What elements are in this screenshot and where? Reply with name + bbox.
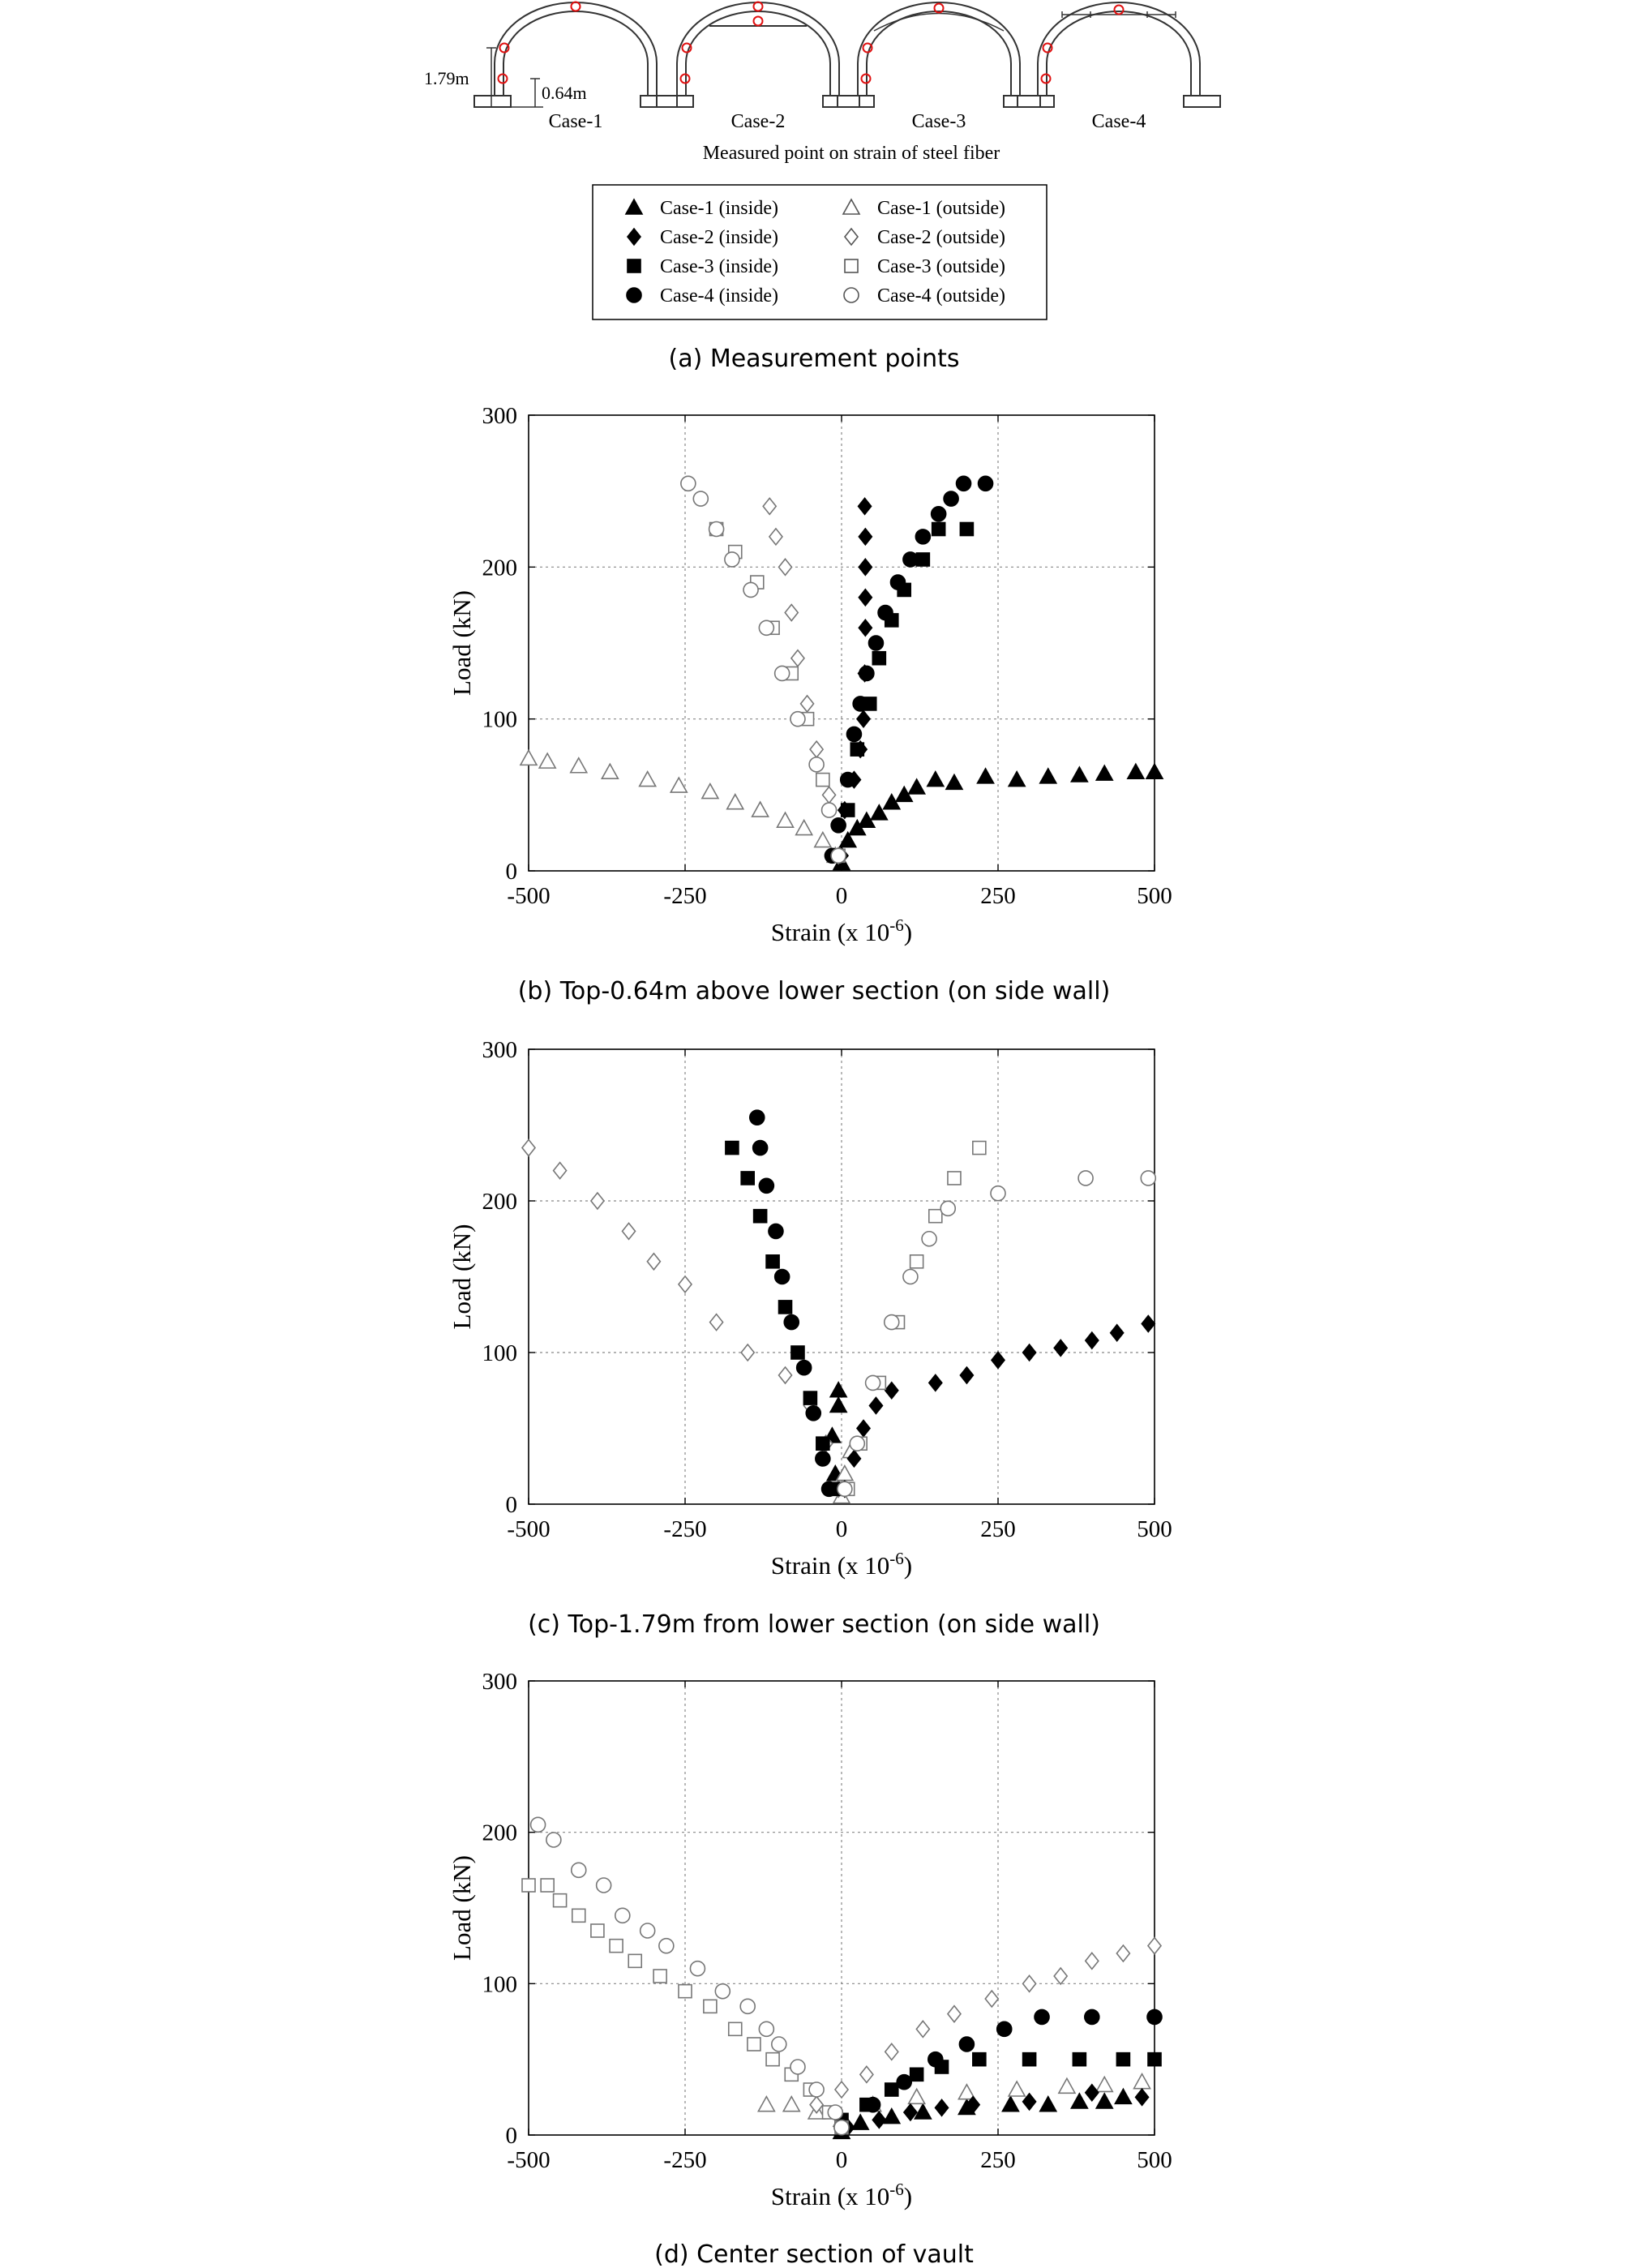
data-point — [1023, 1344, 1036, 1361]
data-point — [936, 2099, 949, 2116]
measure-point-icon — [754, 2, 763, 11]
data-point — [815, 833, 831, 847]
data-point — [790, 2060, 805, 2074]
measure-point-icon — [572, 2, 581, 11]
data-point — [602, 764, 618, 778]
data-point — [554, 1163, 567, 1179]
data-point — [784, 1315, 799, 1330]
data-point — [973, 1142, 986, 1155]
data-point — [850, 1436, 864, 1451]
data-point — [597, 1878, 611, 1893]
data-point — [1141, 1171, 1155, 1185]
data-point — [816, 774, 829, 787]
chart-d — [448, 1669, 1172, 2210]
data-point — [766, 2053, 779, 2066]
data-point — [748, 2038, 760, 2051]
data-point — [709, 522, 724, 537]
data-point — [878, 606, 893, 620]
data-point — [944, 491, 958, 506]
data-point — [653, 1970, 666, 1983]
chart-b — [448, 403, 1172, 946]
data-point — [929, 1210, 942, 1223]
data-point — [623, 1223, 636, 1239]
y-tick-label: 200 — [482, 555, 517, 581]
data-point — [640, 772, 656, 787]
data-point — [806, 1406, 820, 1421]
legend-marker-square-open — [845, 259, 858, 272]
y-tick-label: 300 — [482, 403, 517, 429]
data-point — [763, 498, 776, 514]
y-axis-label: Load (kN) — [448, 1855, 476, 1961]
data-point — [823, 787, 836, 803]
data-point — [539, 753, 555, 768]
data-point — [754, 1210, 767, 1223]
data-point — [831, 848, 846, 863]
data-point — [997, 2021, 1012, 2036]
tunnel-section-case-3 — [838, 2, 1040, 107]
data-point — [783, 2097, 799, 2112]
x-tick-label: 500 — [1137, 883, 1172, 909]
series-case-1-inside- — [824, 1383, 846, 1481]
data-point — [1073, 2053, 1086, 2066]
data-point — [985, 1991, 998, 2007]
data-point — [726, 1142, 739, 1155]
data-point — [1146, 764, 1163, 778]
series-case-3-inside- — [726, 1142, 842, 1496]
data-point — [910, 1255, 923, 1268]
data-point — [797, 1361, 812, 1375]
data-point — [715, 1984, 730, 1999]
data-point — [752, 802, 769, 817]
x-tick-label: -250 — [663, 2147, 707, 2173]
data-point — [741, 1172, 754, 1185]
data-point — [702, 784, 718, 799]
y-tick-label: 200 — [482, 1189, 517, 1215]
data-point — [1134, 2074, 1150, 2089]
caption-c: (c) Top-1.79m from lower section (on side wall) — [528, 1610, 1100, 1639]
data-point — [531, 1817, 546, 1832]
data-point — [1147, 2009, 1162, 2024]
data-point — [801, 696, 814, 712]
data-point — [681, 476, 696, 491]
legend-label: Case-3 (inside) — [660, 256, 778, 277]
data-point — [572, 1863, 586, 1877]
data-point — [704, 2000, 717, 2013]
data-point — [885, 2083, 898, 2096]
series-case-4-outside- — [531, 1817, 849, 2134]
data-point — [948, 2006, 961, 2022]
data-point — [859, 559, 872, 575]
data-point — [978, 769, 994, 783]
data-point — [1148, 1938, 1161, 1954]
data-point — [973, 2053, 986, 2066]
data-point — [922, 1232, 936, 1246]
data-point — [916, 553, 929, 566]
data-point — [909, 2089, 925, 2103]
series-case-3-inside- — [829, 523, 973, 863]
data-point — [960, 523, 973, 536]
data-point — [741, 1344, 754, 1361]
data-point — [571, 758, 587, 773]
x-axis-label: Strain (x $10^{-6}$) — [770, 1549, 913, 1580]
data-point — [1040, 769, 1056, 783]
data-point — [910, 2068, 923, 2081]
data-point — [759, 2021, 773, 2036]
data-point — [1142, 1315, 1155, 1331]
data-point — [835, 2082, 848, 2098]
data-point — [928, 2052, 943, 2067]
dim-label-low: 0.64m — [542, 83, 587, 103]
data-point — [1128, 764, 1144, 778]
data-point — [897, 2075, 911, 2090]
case-label-1: Case-1 — [548, 111, 603, 132]
tunnel-section-case-2 — [657, 2, 859, 108]
y-tick-label: 0 — [505, 859, 517, 885]
legend-label: Case-1 (outside) — [877, 198, 1005, 219]
y-tick-label: 100 — [482, 706, 517, 733]
data-point — [772, 2037, 786, 2051]
dim-label-full: 1.79m — [424, 68, 469, 88]
data-point — [838, 1481, 852, 1496]
data-point — [1054, 1340, 1067, 1356]
data-point — [850, 743, 863, 756]
y-tick-label: 0 — [505, 2123, 517, 2149]
data-point — [766, 1255, 779, 1268]
caption-d: (d) Center section of vault — [654, 2240, 974, 2268]
data-point — [872, 2112, 885, 2128]
chart-c — [448, 1037, 1172, 1580]
data-point — [932, 507, 946, 521]
data-point — [679, 1985, 692, 1998]
data-point — [915, 2104, 931, 2119]
data-point — [857, 711, 870, 727]
dimension-lines — [483, 48, 543, 107]
x-tick-label: -500 — [507, 1516, 551, 1542]
data-point — [946, 774, 962, 789]
data-point — [872, 652, 885, 665]
data-point — [572, 1909, 585, 1922]
data-point — [1002, 2097, 1018, 2112]
data-point — [546, 1833, 561, 1847]
data-point — [769, 1224, 783, 1238]
data-point — [591, 1924, 604, 1937]
x-tick-label: 500 — [1137, 2147, 1172, 2173]
x-tick-label: -250 — [663, 1516, 707, 1542]
data-point — [885, 2043, 898, 2060]
data-point — [769, 529, 782, 545]
data-point — [1071, 767, 1087, 782]
data-point — [759, 620, 773, 635]
data-point — [610, 1940, 623, 1953]
data-point — [775, 666, 790, 680]
data-point — [859, 620, 872, 636]
data-point — [916, 2021, 929, 2037]
data-point — [750, 1110, 765, 1125]
x-tick-label: 250 — [980, 1516, 1016, 1542]
data-point — [521, 750, 537, 765]
case-label-3: Case-3 — [911, 111, 966, 132]
x-tick-label: 0 — [835, 2147, 848, 2173]
x-tick-label: -500 — [507, 2147, 551, 2173]
data-point — [690, 1961, 705, 1976]
data-point — [859, 590, 872, 606]
data-point — [1136, 2089, 1149, 2105]
legend-label: Case-4 (outside) — [877, 285, 1005, 307]
data-point — [1086, 1953, 1099, 1969]
data-point — [710, 1314, 723, 1331]
data-point — [640, 1923, 655, 1938]
data-point — [834, 2120, 849, 2135]
data-point — [628, 1954, 641, 1967]
legend-marker-circle-open — [844, 288, 859, 302]
data-point — [810, 2097, 823, 2113]
data-point — [659, 1939, 674, 1953]
data-point — [859, 666, 874, 680]
data-point — [866, 1375, 880, 1390]
y-axis-label: Load (kN) — [448, 1224, 476, 1330]
data-point — [778, 812, 794, 827]
data-point — [822, 803, 837, 817]
measure-point-icon — [1115, 6, 1124, 15]
data-point — [693, 491, 708, 506]
y-tick-label: 200 — [482, 1820, 517, 1846]
x-tick-label: 500 — [1137, 1516, 1172, 1542]
legend-marker-circle-filled — [627, 288, 641, 302]
y-tick-label: 300 — [482, 1669, 517, 1695]
data-point — [743, 582, 758, 597]
data-point — [928, 772, 944, 787]
data-point — [1009, 772, 1025, 787]
data-point — [725, 552, 739, 567]
data-point — [890, 575, 905, 590]
data-point — [846, 727, 861, 741]
data-point — [828, 2105, 842, 2120]
data-point — [869, 1397, 882, 1413]
data-point — [959, 2037, 974, 2051]
y-tick-label: 100 — [482, 1971, 517, 1998]
case-label-2: Case-2 — [730, 111, 786, 132]
series-case-4-outside- — [838, 1171, 1155, 1496]
data-point — [779, 1301, 792, 1314]
data-point — [903, 552, 918, 567]
legend-marker-square-filled — [628, 259, 640, 272]
data-point — [885, 1383, 898, 1399]
data-point — [1040, 2097, 1056, 2112]
data-point — [1115, 2089, 1131, 2103]
data-point — [809, 757, 824, 772]
data-point — [948, 1172, 961, 1185]
data-point — [775, 1270, 790, 1284]
data-point — [791, 650, 804, 667]
diagram-caption: Measured point on strain of steel fiber — [702, 143, 1000, 164]
x-tick-label: 0 — [835, 883, 848, 909]
data-point — [729, 2022, 742, 2035]
series-case-2-inside- — [838, 1315, 1155, 1497]
y-tick-label: 0 — [505, 1492, 517, 1518]
data-point — [842, 804, 855, 817]
data-point — [1116, 1945, 1129, 1961]
data-point — [1059, 2078, 1075, 2093]
data-point — [753, 1141, 768, 1155]
data-point — [790, 712, 805, 727]
data-point — [779, 559, 792, 575]
data-point — [915, 529, 930, 544]
data-point — [1054, 1968, 1067, 1984]
data-point — [541, 1879, 554, 1892]
data-point — [1096, 2094, 1112, 2108]
data-point — [909, 779, 925, 794]
data-point — [1071, 2094, 1087, 2108]
data-point — [859, 498, 872, 514]
data-point — [1086, 1332, 1099, 1348]
data-point — [1023, 1975, 1036, 1991]
data-point — [957, 476, 971, 491]
legend-label: Case-3 (outside) — [877, 256, 1005, 277]
data-point — [816, 1437, 829, 1450]
data-point — [1111, 1325, 1124, 1341]
data-point — [779, 1367, 792, 1383]
measure-point-icon — [754, 17, 763, 26]
caption-b: (b) Top-0.64m above lower section (on side wall) — [517, 977, 1111, 1005]
data-point — [1148, 2053, 1161, 2066]
case-label-4: Case-4 — [1091, 111, 1146, 132]
x-axis-label: Strain (x $10^{-6}$) — [770, 915, 913, 946]
data-point — [647, 1254, 660, 1270]
legend-label: Case-2 (outside) — [877, 227, 1005, 248]
data-point — [992, 1352, 1005, 1368]
data-point — [816, 1451, 830, 1466]
data-point — [615, 1908, 630, 1923]
data-point — [1096, 2077, 1112, 2091]
series-case-4-outside- — [681, 476, 846, 863]
data-point — [929, 1374, 942, 1391]
data-point — [796, 821, 812, 835]
data-point — [960, 1367, 973, 1383]
legend-label: Case-4 (inside) — [660, 285, 778, 307]
data-point — [831, 818, 846, 833]
data-point — [785, 605, 798, 621]
x-axis-label: Strain (x $10^{-6}$) — [770, 2180, 913, 2210]
data-point — [868, 636, 883, 650]
x-tick-label: 250 — [980, 883, 1016, 909]
data-point — [859, 529, 872, 545]
y-tick-label: 300 — [482, 1037, 517, 1063]
data-point — [1078, 1171, 1093, 1185]
data-point — [841, 773, 855, 787]
x-tick-label: 250 — [980, 2147, 1016, 2173]
data-point — [522, 1140, 535, 1156]
data-point — [830, 1383, 846, 1397]
data-point — [591, 1193, 604, 1209]
data-point — [758, 2097, 774, 2112]
data-point — [1086, 2085, 1099, 2101]
data-point — [853, 697, 868, 711]
data-point — [809, 2082, 824, 2097]
x-tick-label: -500 — [507, 883, 551, 909]
data-point — [885, 1315, 899, 1330]
data-point — [679, 1276, 692, 1293]
data-point — [903, 1270, 918, 1284]
data-point — [740, 1999, 755, 2013]
x-tick-label: 0 — [835, 1516, 848, 1542]
data-point — [803, 1391, 816, 1404]
data-point — [830, 1397, 846, 1412]
data-point — [1023, 2053, 1036, 2066]
data-point — [554, 1894, 567, 1907]
series-case-1-outside- — [521, 750, 843, 862]
data-point — [727, 795, 743, 809]
series-case-4-inside- — [834, 2009, 1162, 2134]
data-point — [810, 741, 823, 757]
data-point — [860, 2066, 873, 2082]
data-point — [857, 1421, 870, 1437]
data-point — [1116, 2053, 1129, 2066]
data-point — [670, 778, 687, 792]
data-point — [1035, 2009, 1049, 2024]
legend — [593, 185, 1047, 319]
data-point — [991, 1186, 1005, 1201]
legend-label: Case-2 (inside) — [660, 227, 778, 248]
data-point — [522, 1879, 535, 1892]
legend-label: Case-1 (inside) — [660, 198, 778, 219]
data-point — [1096, 765, 1112, 780]
data-point — [940, 1201, 955, 1215]
x-tick-label: -250 — [663, 883, 707, 909]
y-tick-label: 100 — [482, 1340, 517, 1366]
data-point — [884, 2109, 900, 2124]
y-axis-label: Load (kN) — [448, 590, 476, 696]
data-point — [791, 1346, 804, 1359]
tunnel-section-case-4 — [1017, 2, 1220, 107]
caption-a: (a) Measurement points — [668, 345, 960, 373]
data-point — [1009, 2082, 1025, 2096]
data-point — [866, 2098, 880, 2112]
data-point — [1085, 2009, 1099, 2024]
data-point — [979, 476, 993, 491]
data-point — [932, 523, 945, 536]
data-point — [822, 1481, 837, 1496]
data-point — [759, 1178, 773, 1193]
